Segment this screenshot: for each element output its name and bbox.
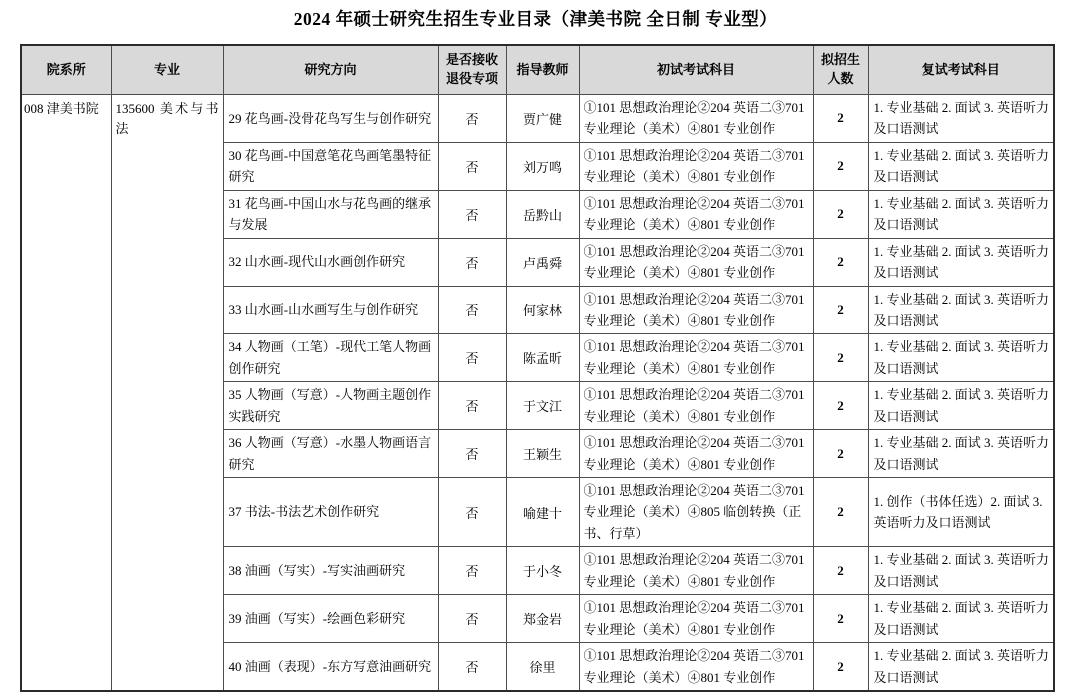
quota-cell: 2 bbox=[813, 95, 868, 143]
retest-cell: 1. 专业基础 2. 面试 3. 英语听力及口语测试 bbox=[868, 382, 1054, 430]
veteran-cell: 否 bbox=[438, 478, 506, 547]
retest-cell: 1. 专业基础 2. 面试 3. 英语听力及口语测试 bbox=[868, 238, 1054, 286]
direction-cell: 31 花鸟画-中国山水与花鸟画的继承与发展 bbox=[223, 190, 438, 238]
table-header-row bbox=[21, 45, 1054, 95]
advisor-cell: 喻建十 bbox=[506, 478, 579, 547]
direction-cell: 34 人物画（工笔）-现代工笔人物画创作研究 bbox=[223, 334, 438, 382]
veteran-cell: 否 bbox=[438, 643, 506, 691]
header-quota: 拟招生人数 bbox=[813, 45, 868, 95]
veteran-cell: 否 bbox=[438, 430, 506, 478]
advisor-cell: 郑金岩 bbox=[506, 595, 579, 643]
initial-exam-cell: ①101 思想政治理论②204 英语二③701 专业理论（美术）④805 临创转换（正书、行草） bbox=[579, 478, 813, 547]
retest-cell: 1. 专业基础 2. 面试 3. 英语听力及口语测试 bbox=[868, 334, 1054, 382]
advisor-cell: 陈孟昕 bbox=[506, 334, 579, 382]
direction-cell: 38 油画（写实）-写实油画研究 bbox=[223, 547, 438, 595]
retest-cell: 1. 专业基础 2. 面试 3. 英语听力及口语测试 bbox=[868, 190, 1054, 238]
header-department: 院系所 bbox=[21, 45, 111, 95]
initial-exam-cell: ①101 思想政治理论②204 英语二③701 专业理论（美术）④801 专业创作 bbox=[579, 334, 813, 382]
retest-cell: 1. 专业基础 2. 面试 3. 英语听力及口语测试 bbox=[868, 430, 1054, 478]
veteran-cell: 否 bbox=[438, 95, 506, 143]
quota-cell: 2 bbox=[813, 190, 868, 238]
direction-cell: 36 人物画（写意）-水墨人物画语言研究 bbox=[223, 430, 438, 478]
header-advisor: 指导教师 bbox=[506, 45, 579, 95]
direction-cell: 40 油画（表现）-东方写意油画研究 bbox=[223, 643, 438, 691]
initial-exam-cell: ①101 思想政治理论②204 英语二③701 专业理论（美术）④801 专业创作 bbox=[579, 643, 813, 691]
initial-exam-cell: ①101 思想政治理论②204 英语二③701 专业理论（美术）④801 专业创作 bbox=[579, 547, 813, 595]
major-cell: 135600 美术与书法 bbox=[111, 95, 223, 691]
page-title: 2024 年硕士研究生招生专业目录（津美书院 全日制 专业型） bbox=[293, 9, 778, 29]
direction-cell: 30 花鸟画-中国意笔花鸟画笔墨特征研究 bbox=[223, 142, 438, 190]
direction-cell: 35 人物画（写意）-人物画主题创作实践研究 bbox=[223, 382, 438, 430]
header-veteran-program: 是否接收退役专项 bbox=[438, 45, 506, 95]
direction-cell: 32 山水画-现代山水画创作研究 bbox=[223, 238, 438, 286]
retest-cell: 1. 专业基础 2. 面试 3. 英语听力及口语测试 bbox=[868, 142, 1054, 190]
advisor-cell: 徐里 bbox=[506, 643, 579, 691]
advisor-cell: 卢禹舜 bbox=[506, 238, 579, 286]
header-research-direction: 研究方向 bbox=[223, 45, 438, 95]
header-retest: 复试考试科目 bbox=[868, 45, 1054, 95]
initial-exam-cell: ①101 思想政治理论②204 英语二③701 专业理论（美术）④801 专业创作 bbox=[579, 238, 813, 286]
initial-exam-cell: ①101 思想政治理论②204 英语二③701 专业理论（美术）④801 专业创作 bbox=[579, 595, 813, 643]
initial-exam-cell: ①101 思想政治理论②204 英语二③701 专业理论（美术）④801 专业创作 bbox=[579, 430, 813, 478]
advisor-cell: 何家林 bbox=[506, 286, 579, 334]
initial-exam-cell: ①101 思想政治理论②204 英语二③701 专业理论（美术）④801 专业创作 bbox=[579, 95, 813, 143]
advisor-cell: 贾广健 bbox=[506, 95, 579, 143]
direction-cell: 33 山水画-山水画写生与创作研究 bbox=[223, 286, 438, 334]
advisor-cell: 于文江 bbox=[506, 382, 579, 430]
retest-cell: 1. 创作（书体任选）2. 面试 3. 英语听力及口语测试 bbox=[868, 478, 1054, 547]
retest-cell: 1. 专业基础 2. 面试 3. 英语听力及口语测试 bbox=[868, 643, 1054, 691]
quota-cell: 2 bbox=[813, 334, 868, 382]
initial-exam-cell: ①101 思想政治理论②204 英语二③701 专业理论（美术）④801 专业创作 bbox=[579, 382, 813, 430]
quota-cell: 2 bbox=[813, 430, 868, 478]
quota-cell: 2 bbox=[813, 478, 868, 547]
advisor-cell: 岳黔山 bbox=[506, 190, 579, 238]
quota-cell: 2 bbox=[813, 142, 868, 190]
retest-cell: 1. 专业基础 2. 面试 3. 英语听力及口语测试 bbox=[868, 286, 1054, 334]
initial-exam-cell: ①101 思想政治理论②204 英语二③701 专业理论（美术）④801 专业创作 bbox=[579, 190, 813, 238]
quota-cell: 2 bbox=[813, 238, 868, 286]
advisor-cell: 于小冬 bbox=[506, 547, 579, 595]
veteran-cell: 否 bbox=[438, 286, 506, 334]
advisor-cell: 王颖生 bbox=[506, 430, 579, 478]
veteran-cell: 否 bbox=[438, 547, 506, 595]
header-initial-exam: 初试考试科目 bbox=[579, 45, 813, 95]
table-row bbox=[21, 95, 1054, 143]
quota-cell: 2 bbox=[813, 382, 868, 430]
direction-cell: 39 油画（写实）-绘画色彩研究 bbox=[223, 595, 438, 643]
direction-cell: 37 书法-书法艺术创作研究 bbox=[223, 478, 438, 547]
header-major: 专业 bbox=[111, 45, 223, 95]
quota-cell: 2 bbox=[813, 643, 868, 691]
veteran-cell: 否 bbox=[438, 595, 506, 643]
quota-cell: 2 bbox=[813, 595, 868, 643]
veteran-cell: 否 bbox=[438, 190, 506, 238]
department-cell: 008 津美书院 bbox=[21, 95, 111, 691]
retest-cell: 1. 专业基础 2. 面试 3. 英语听力及口语测试 bbox=[868, 95, 1054, 143]
quota-cell: 2 bbox=[813, 547, 868, 595]
admissions-catalog-table bbox=[20, 44, 1055, 692]
veteran-cell: 否 bbox=[438, 142, 506, 190]
veteran-cell: 否 bbox=[438, 334, 506, 382]
initial-exam-cell: ①101 思想政治理论②204 英语二③701 专业理论（美术）④801 专业创作 bbox=[579, 286, 813, 334]
advisor-cell: 刘万鸣 bbox=[506, 142, 579, 190]
quota-cell: 2 bbox=[813, 286, 868, 334]
veteran-cell: 否 bbox=[438, 382, 506, 430]
retest-cell: 1. 专业基础 2. 面试 3. 英语听力及口语测试 bbox=[868, 547, 1054, 595]
veteran-cell: 否 bbox=[438, 238, 506, 286]
retest-cell: 1. 专业基础 2. 面试 3. 英语听力及口语测试 bbox=[868, 595, 1054, 643]
initial-exam-cell: ①101 思想政治理论②204 英语二③701 专业理论（美术）④801 专业创作 bbox=[579, 142, 813, 190]
direction-cell: 29 花鸟画-没骨花鸟写生与创作研究 bbox=[223, 95, 438, 143]
